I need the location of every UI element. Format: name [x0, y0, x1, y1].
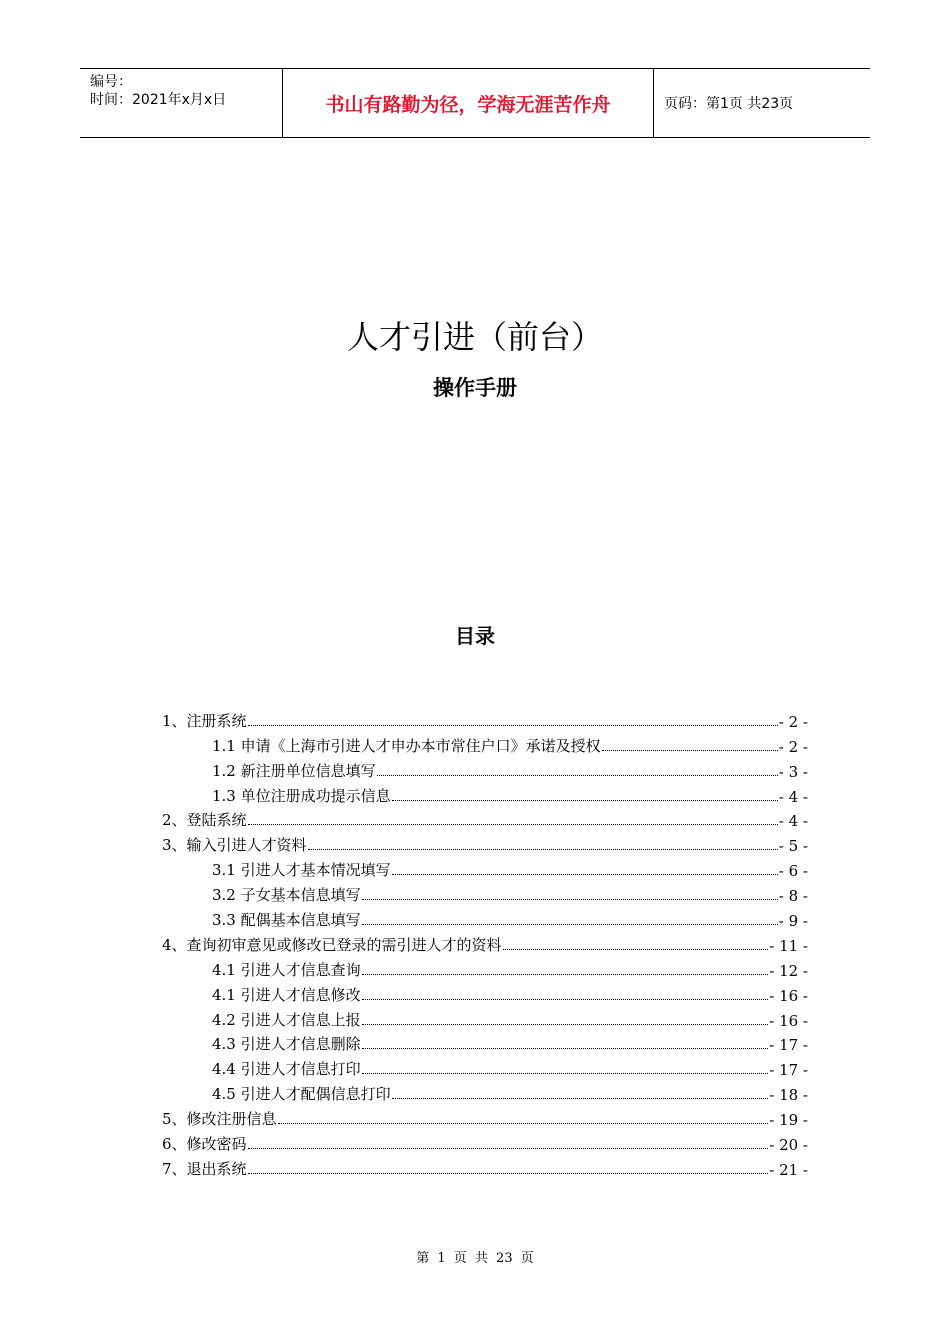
toc-entry-page: - 5 - — [778, 837, 808, 856]
toc-dot-leader — [248, 1172, 769, 1174]
toc-entry-label: 6、修改密码 — [162, 1135, 247, 1154]
toc-entry-page: - 9 - — [778, 912, 808, 931]
document-title: 人才引进（前台） — [346, 318, 603, 356]
toc-entry[interactable] — [162, 781, 808, 806]
toc-entry-page: - 11 - — [769, 936, 808, 955]
toc-entry[interactable] — [162, 806, 808, 831]
toc-entry[interactable] — [162, 955, 808, 980]
toc-dot-leader — [392, 1097, 769, 1099]
toc-entry[interactable] — [162, 731, 808, 756]
toc-entry-page: - 21 - — [769, 1160, 808, 1179]
toc-entry-label: 2、登陆系统 — [162, 811, 247, 830]
toc-entry-page: - 2 - — [778, 712, 808, 731]
toc-entry-label: 4.5 引进人才配偶信息打印 — [212, 1085, 391, 1104]
toc-entry[interactable] — [162, 980, 808, 1005]
toc-entry[interactable] — [162, 1104, 808, 1129]
toc-entry[interactable] — [162, 930, 808, 955]
toc-entry-label: 1.3 单位注册成功提示信息 — [212, 786, 391, 805]
toc-entry-label: 4、查询初审意见或修改已登录的需引进人才的资料 — [162, 935, 502, 954]
toc-dot-leader — [248, 1147, 769, 1149]
toc-dot-leader — [362, 998, 769, 1000]
page-footer: 第 1 页 共 23 页 — [416, 1251, 534, 1266]
toc-entry-label: 1、注册系统 — [162, 711, 247, 730]
toc-dot-leader — [362, 1047, 769, 1049]
toc-entry-page: - 20 - — [769, 1136, 808, 1155]
toc-entry[interactable] — [162, 1054, 808, 1079]
toc-entry[interactable] — [162, 1079, 808, 1104]
toc-dot-leader — [308, 848, 778, 850]
toc-entry[interactable] — [162, 905, 808, 930]
toc-entry-label: 3.1 引进人才基本情况填写 — [212, 861, 391, 880]
toc-entry[interactable] — [162, 756, 808, 781]
toc-entry-label: 4.4 引进人才信息打印 — [212, 1060, 361, 1079]
toc-entry-page: - 6 - — [778, 862, 808, 881]
toc-entry-label: 4.1 引进人才信息查询 — [212, 960, 361, 979]
toc-entry[interactable] — [162, 880, 808, 905]
page-header — [80, 68, 870, 138]
toc-dot-leader — [278, 1122, 769, 1124]
toc-entry-page: - 2 - — [778, 737, 808, 756]
toc-entry[interactable] — [162, 1154, 808, 1179]
toc-dot-leader — [392, 873, 778, 875]
toc-entry[interactable] — [162, 706, 808, 731]
toc-entry-page: - 18 - — [769, 1086, 808, 1105]
toc-entry-label: 3.3 配偶基本信息填写 — [212, 911, 361, 930]
toc-entry-page: - 4 - — [778, 812, 808, 831]
toc-entry-label: 3、输入引进人才资料 — [162, 836, 307, 855]
toc-entry-page: - 4 - — [778, 787, 808, 806]
toc-entry-label: 4.3 引进人才信息删除 — [212, 1035, 361, 1054]
toc-entry[interactable] — [162, 1005, 808, 1030]
toc-dot-leader — [248, 823, 778, 825]
toc-entry-page: - 12 - — [769, 961, 808, 980]
toc-dot-leader — [362, 1072, 769, 1074]
header-motto: 书山有路勤为径，学海无涯苦作舟 — [282, 69, 654, 137]
toc-entry-page: - 16 - — [769, 1011, 808, 1030]
toc-entry-label: 3.2 子女基本信息填写 — [212, 886, 361, 905]
toc-heading: 目录 — [455, 624, 495, 648]
toc-entry-page: - 17 - — [769, 1036, 808, 1055]
toc-entry-page: - 16 - — [769, 986, 808, 1005]
toc-dot-leader — [362, 923, 778, 925]
toc-dot-leader — [362, 898, 778, 900]
toc-entry-page: - 17 - — [769, 1061, 808, 1080]
toc-dot-leader — [248, 724, 778, 726]
toc-dot-leader — [377, 774, 778, 776]
toc-dot-leader — [362, 1023, 769, 1025]
toc-entry-label: 1.2 新注册单位信息填写 — [212, 761, 376, 780]
toc-dot-leader — [392, 799, 778, 801]
toc-dot-leader — [362, 973, 769, 975]
number-label: 编号： — [90, 74, 132, 90]
time-label: 时间：2021年x月x日 — [90, 92, 227, 108]
document-subtitle: 操作手册 — [433, 376, 517, 400]
table-of-contents — [162, 706, 808, 1179]
toc-entry[interactable] — [162, 1030, 808, 1055]
toc-entry-label: 4.2 引进人才信息上报 — [212, 1010, 361, 1029]
header-page-info: 页码：第1页 共23页 — [664, 96, 794, 112]
header-meta — [80, 69, 282, 137]
toc-entry-label: 5、修改注册信息 — [162, 1110, 277, 1129]
toc-dot-leader — [602, 749, 778, 751]
toc-entry[interactable] — [162, 855, 808, 880]
toc-entry[interactable] — [162, 830, 808, 855]
toc-entry-label: 4.1 引进人才信息修改 — [212, 985, 361, 1004]
toc-dot-leader — [503, 948, 769, 950]
toc-entry-label: 7、退出系统 — [162, 1159, 247, 1178]
toc-entry-page: - 3 - — [778, 762, 808, 781]
toc-entry-page: - 8 - — [778, 887, 808, 906]
toc-entry[interactable] — [162, 1129, 808, 1154]
toc-entry-label: 1.1 申请《上海市引进人才申办本市常住户口》承诺及授权 — [212, 736, 601, 755]
toc-entry-page: - 19 - — [769, 1111, 808, 1130]
